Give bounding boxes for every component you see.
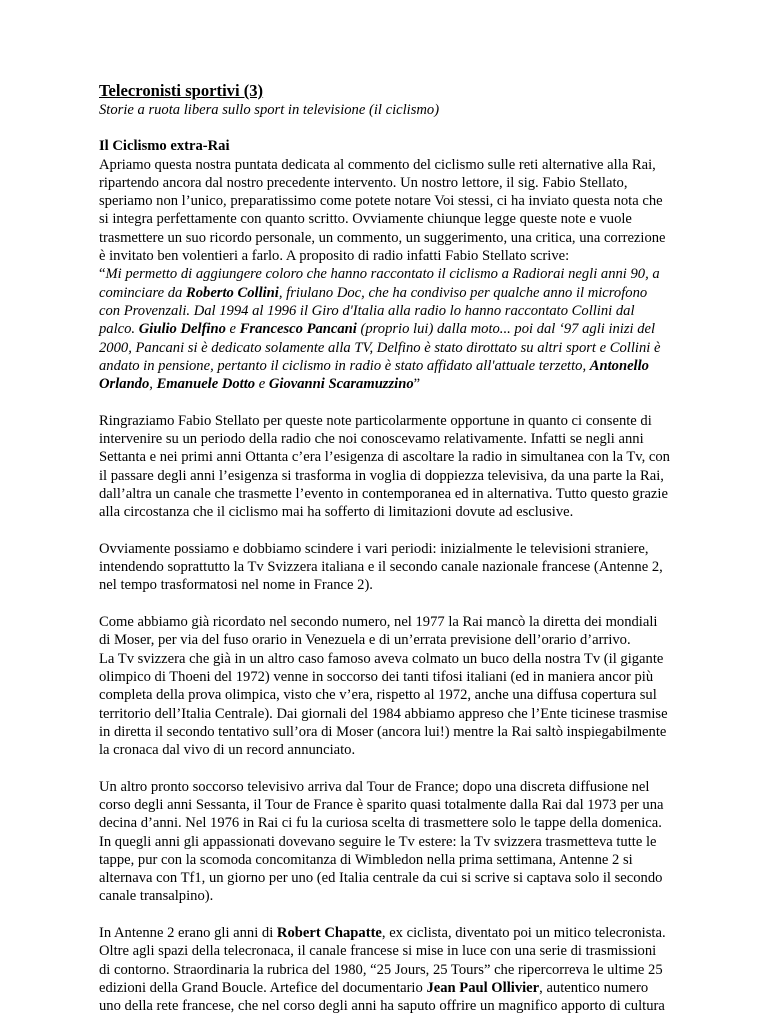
quote-text-1: Mi permetto di aggiungere coloro che hanno raccontato il ciclismo a Radiorai negli anni 90, a cominciare da [99,266,660,301]
section-heading: Il Ciclismo extra-Rai [99,138,230,155]
page-title: Telecronisti sportivi (3) [99,81,264,100]
quote-name-collini: Roberto Collini [186,284,279,301]
intro-text: Apriamo questa nostra puntata dedicata al commento del ciclismo sulle reti alternative alla Rai, ripartendo ancora dal nostro precedente intervento. Un nostro lettore, il sig. Fabio Stellato, speriamo non l’unico, preparatissimo come potete notare Voi stessi, ci ha inviato questa nota che si integra perfettamente con quanto scritto. Ovviamente chiunque legge queste note e vuole trasmettere un suo ricordo personale, un commento, un suggerimento, una critica, una correzione è invitato ben volentieri a farlo. A proposito di radio infatti Fabio Stellato scrive: [99,156,666,265]
quote-name-pancani: Francesco Pancani [239,321,357,338]
page-subtitle: Storie a ruota libera sullo sport in televisione (il ciclismo) [99,102,440,118]
quote-text-5: , [149,376,157,393]
antenne2-text-1: In Antenne 2 erano gli anni di [99,925,277,942]
quote-name-delfino: Giulio Delfino [138,321,226,338]
paragraph-periods: Ovviamente possiamo e dobbiamo scindere i vari periodi: inizialmente le televisioni straniere, intendendo soprattutto la Tv Svizzera italiana e il secondo canale nazionale francese (Antenne 2, nel tempo trasformatosi nel nome in France 2). [99,540,663,594]
paragraph-1977: Come abbiamo già ricordato nel secondo numero, nel 1977 la Rai mancò la diretta dei mondiali di Moser, per via del fuso orario in Venezuela e di un’errata previsione dell’orario d’arrivo. [99,614,658,649]
quote-open: “ [99,266,106,283]
quote-paragraph [99,265,671,393]
quote-name-dotto: Emanuele Dotto [156,376,256,393]
quote-text-4: (proprio lui) dalla moto... poi dal ‘97 agli inizi del 2000, Pancani si è dedicato solamente alla TV, Delfino è stato dirottato su altri sport e Collini è andato in pensione, pertanto il ciclismo in radio è stato affidato all'attuale terzetto, [99,321,661,374]
quote-name-scaramuzzino: Giovanni Scaramuzzino [268,376,414,393]
document-body [99,81,671,1034]
paragraph-intro [99,156,671,266]
quote-text-6: e [255,376,269,393]
paragraph-thanks: Ringraziamo Fabio Stellato per queste note particolarmente opportune in quanto ci consente di intervenire su un periodo della radio che noi conoscevamo relativamente. Infatti se negli anni Settanta e nei primi anni Ottanta c’era l’esigenza di ascoltare la radio in simultanea con la Tv, con il passare degli anni l’esigenza si trasforma in voglia di doppiezza televisiva, da una parte la Rai, dall’altra un canale che trasmette l’evento in contemporanea ed in alternativa. Tutto questo grazie alla circostanza che il ciclismo mai ha sofferto di limitazioni dovute ad esclusive. [99,412,670,521]
paragraph-tv-svizzera: La Tv svizzera che già in un altro caso famoso aveva colmato un buco della nostra Tv (il gigante olimpico di Thoeni del 1972) venne in soccorso dei tanti tifosi italiani (ed in maniera ancor più completa della prova olimpica, visto che v’era, rispetto al 1972, anche una diffusa copertura sul territorio dell’Italia Centrale). Dai giornali del 1984 abbiamo appreso che l’Ente ticinese trasmise in diretta il secondo tentativo sull’ora di Moser (ancora lui!) mentre la Rai saltò inspiegabilmente la cronaca dal vivo di un record annunciato. [99,650,668,759]
paragraph-antenne2 [99,924,671,1015]
name-chapatte: Robert Chapatte [276,925,382,942]
quote-name-orlando: Antonello Orlando [99,357,649,393]
quote-close: ” [413,376,421,393]
name-ollivier: Jean Paul Ollivier [426,979,540,996]
quote-text-2: , friulano Doc, che ha condiviso per qualche anno il microfono con Provenzali. Dal 1994 al 1996 il Giro d'Italia alla radio lo hanno raccontato Collini dal palco. [99,284,648,338]
antenne2-text-2: , ex ciclista, diventato poi un mitico telecronista. Oltre agli spazi della telecronaca, il canale francese si mise in luce con una serie di trasmissioni di contorno. Straordinaria la rubrica del 1980, “25 Jours, 25 Tours” che ripercorreva le ultime 25 edizioni della Grand Boucle. Artefice del documentario [99,925,666,996]
paragraph-tour-de-france: Un altro pronto soccorso televisivo arriva dal Tour de France; dopo una discreta diffusione nel corso degli anni Sessanta, il Tour de France è sparito quasi totalmente dalla Rai dal 1973 per una decina d’anni. Nel 1976 in Rai ci fu la curiosa scelta di trasmettere solo le tappe della domenica. In quegli anni gli appassionati dovevano seguire le Tv estere: la Tv svizzera trasmetteva tutte le tappe, pur con la scomoda concomitanza di Wimbledon nella prima settimana, Antenne 2 si alternava con Tf1, un giorno per uno (ed Italia centrale da cui si scrive si captava solo il secondo canale transalpino). [99,778,664,905]
quote-text-3: e [225,321,240,338]
antenne2-text-3: , autentico numero uno della rete francese, che nel corso degli anni ha saputo offrire un magnifico apporto di cultura [99,979,665,1015]
